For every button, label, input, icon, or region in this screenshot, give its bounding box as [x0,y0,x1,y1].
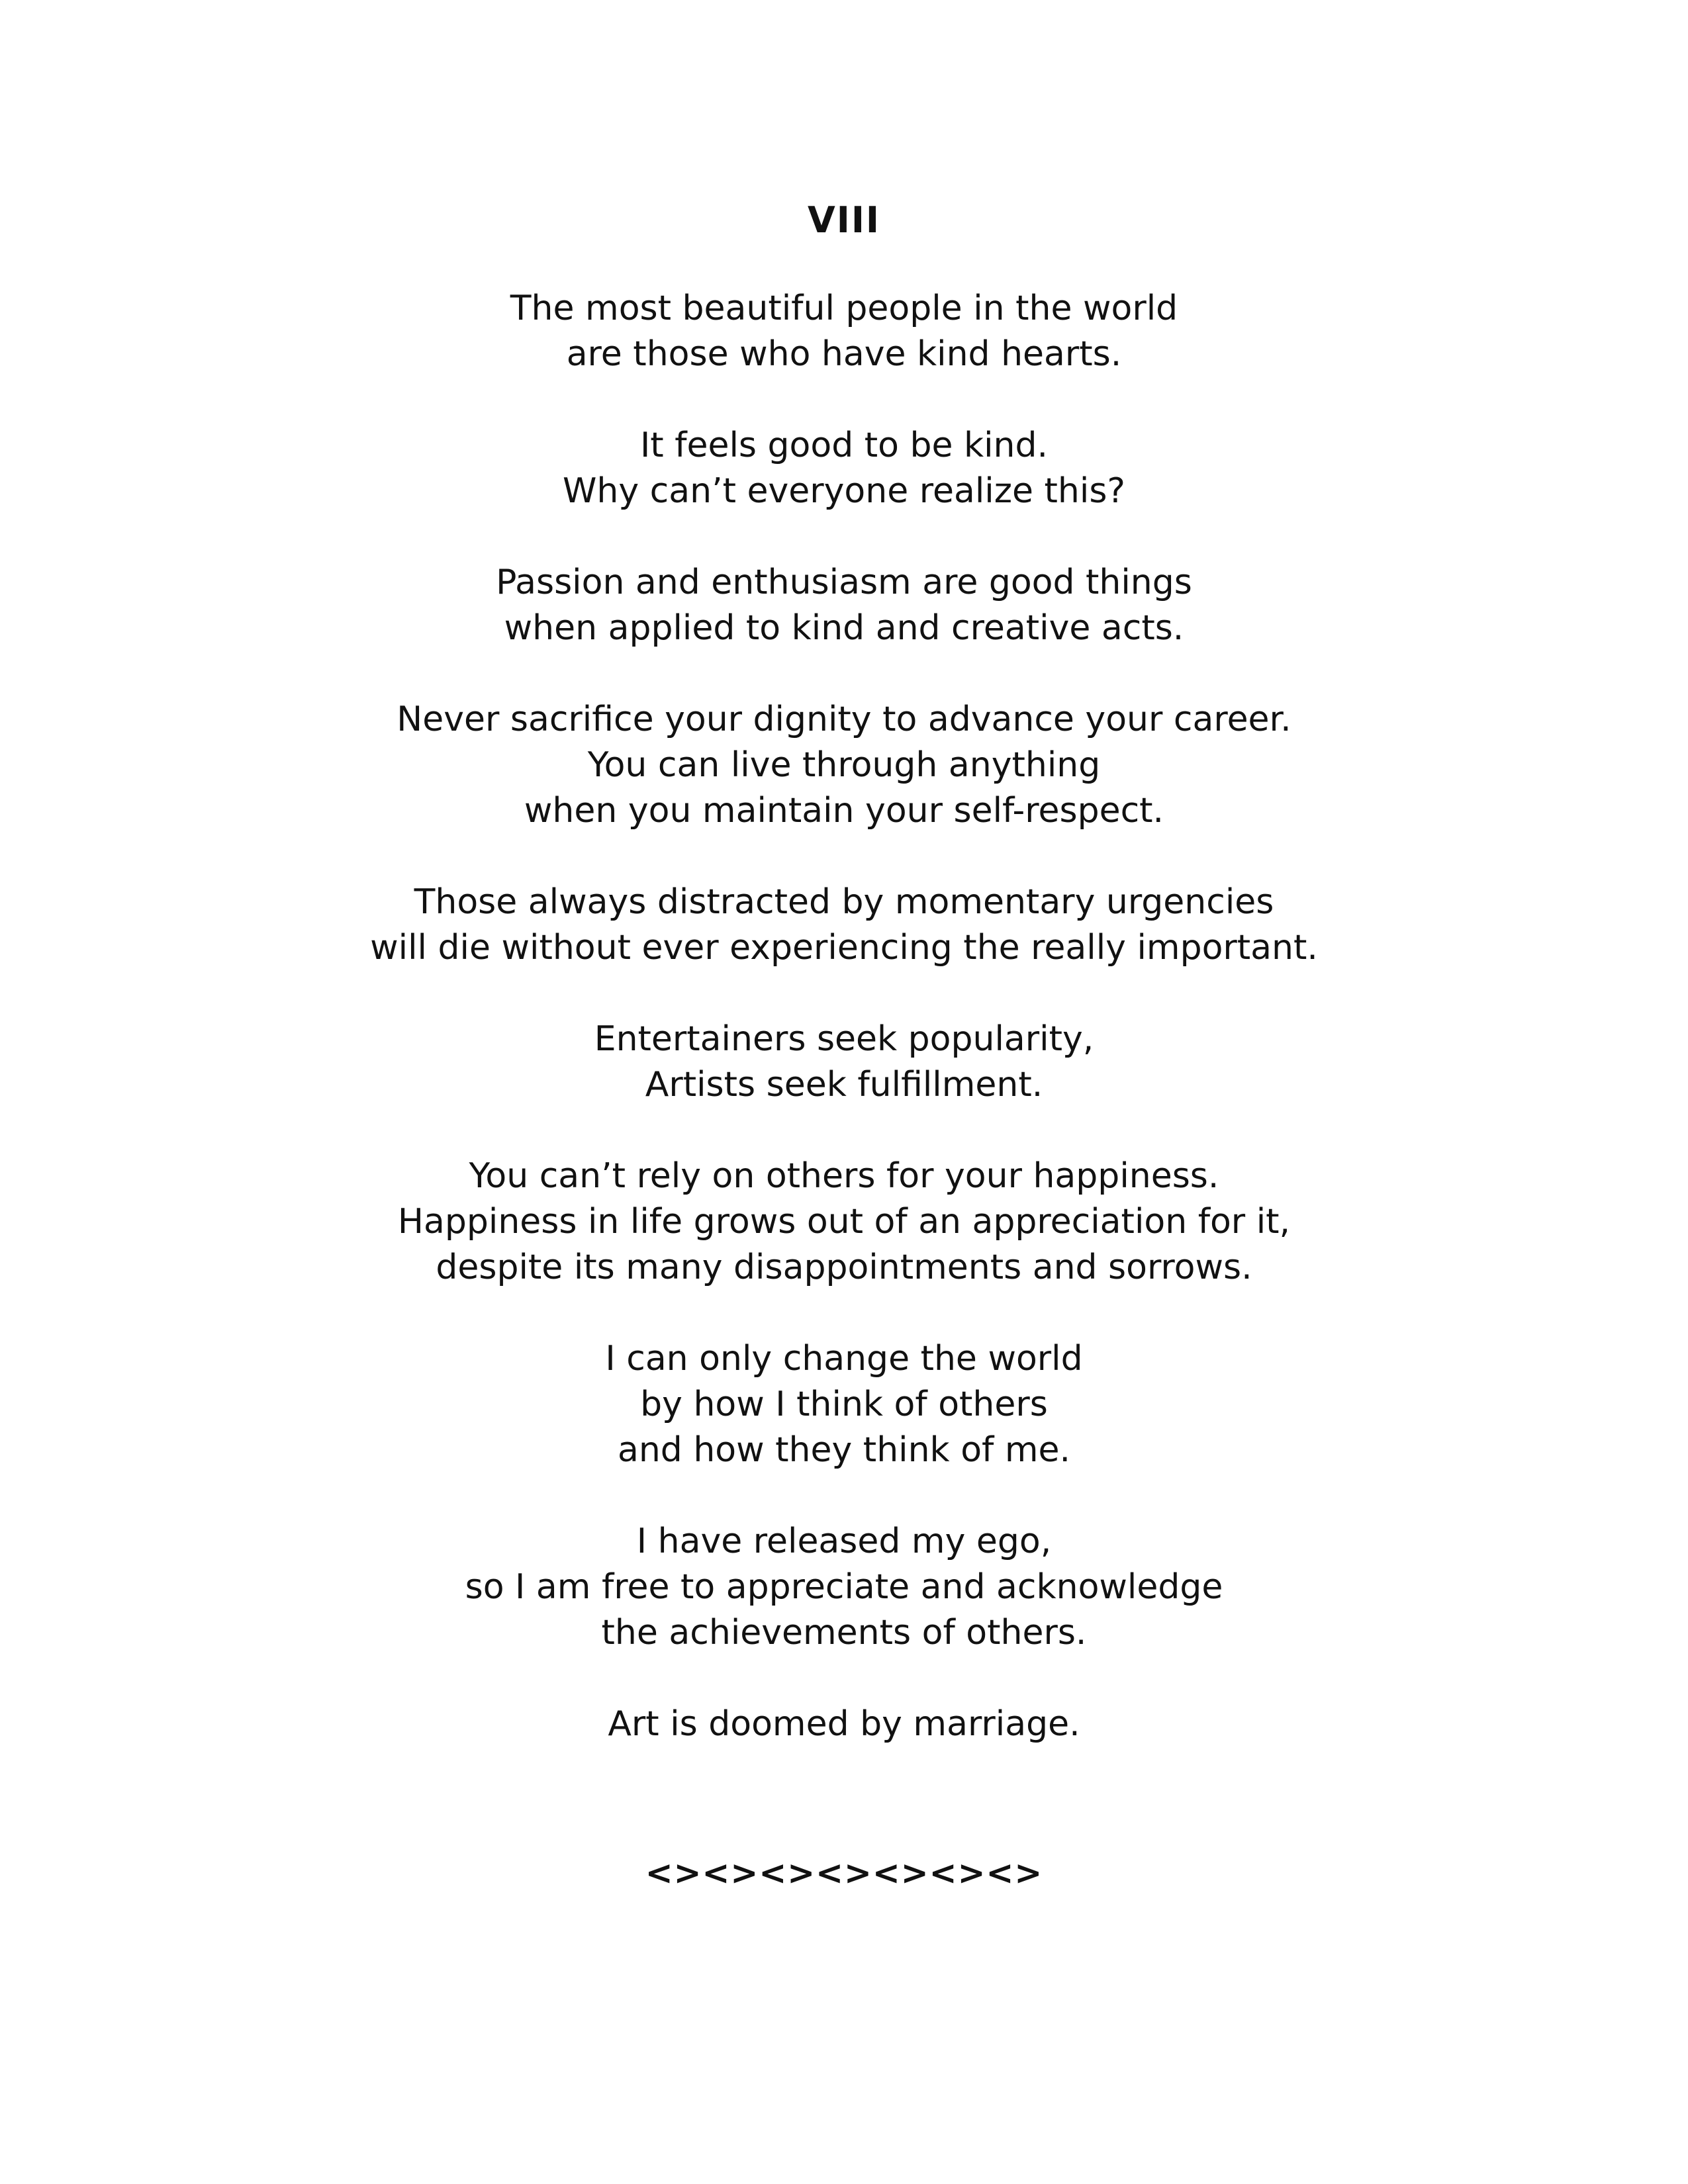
poem-body [0,286,1688,1793]
stanza-1 [0,286,1688,377]
poem-line: so I am free to appreciate and acknowledge [465,1567,1223,1607]
poem-line: Happiness in life grows out of an appreciation for it, [397,1202,1291,1242]
poem-line: the achievements of others. [601,1613,1087,1653]
poem-line: It feels good to be kind. [639,426,1049,465]
poem-line: despite its many disappointments and sorrows. [436,1248,1252,1287]
stanza-4 [0,697,1688,834]
poem-line: The most beautiful people in the world [510,289,1178,328]
poem-line: Passion and enthusiasm are good things [496,563,1192,602]
poem-line: You can’t rely on others for your happiness. [469,1156,1219,1196]
stanza-7 [0,1154,1688,1291]
poem-line: You can live through anything [587,745,1101,785]
poem-line: when applied to kind and creative acts. [504,608,1184,648]
stanza-5 [0,880,1688,971]
section-divider-ornament: <><><><><><><> [645,1854,1043,1892]
poem-line: I can only change the world [605,1339,1083,1379]
stanza-2 [0,423,1688,514]
poem-line: Never sacrifice your dignity to advance your career. [397,700,1291,739]
stanza-10 [0,1702,1688,1747]
stanza-8 [0,1336,1688,1473]
poem-line: will die without ever experiencing the really important. [370,928,1318,968]
poem-line: and how they think of me. [617,1430,1071,1470]
poem-line: Entertainers seek popularity, [594,1019,1094,1059]
stanza-3 [0,560,1688,651]
poem-line: by how I think of others [640,1385,1048,1424]
poem-line: when you maintain your self-respect. [524,791,1164,831]
chapter-title: VIII [807,199,881,241]
poem-line: I have released my ego, [636,1522,1052,1561]
stanza-6 [0,1017,1688,1108]
poem-line: Art is doomed by marriage. [608,1704,1080,1744]
poem-line: Artists seek fulfillment. [645,1065,1043,1105]
poem-line: Why can’t everyone realize this? [562,471,1126,511]
poem-line: are those who have kind hearts. [566,334,1122,374]
poem-line: Those always distracted by momentary urgencies [414,882,1274,922]
stanza-9 [0,1519,1688,1656]
